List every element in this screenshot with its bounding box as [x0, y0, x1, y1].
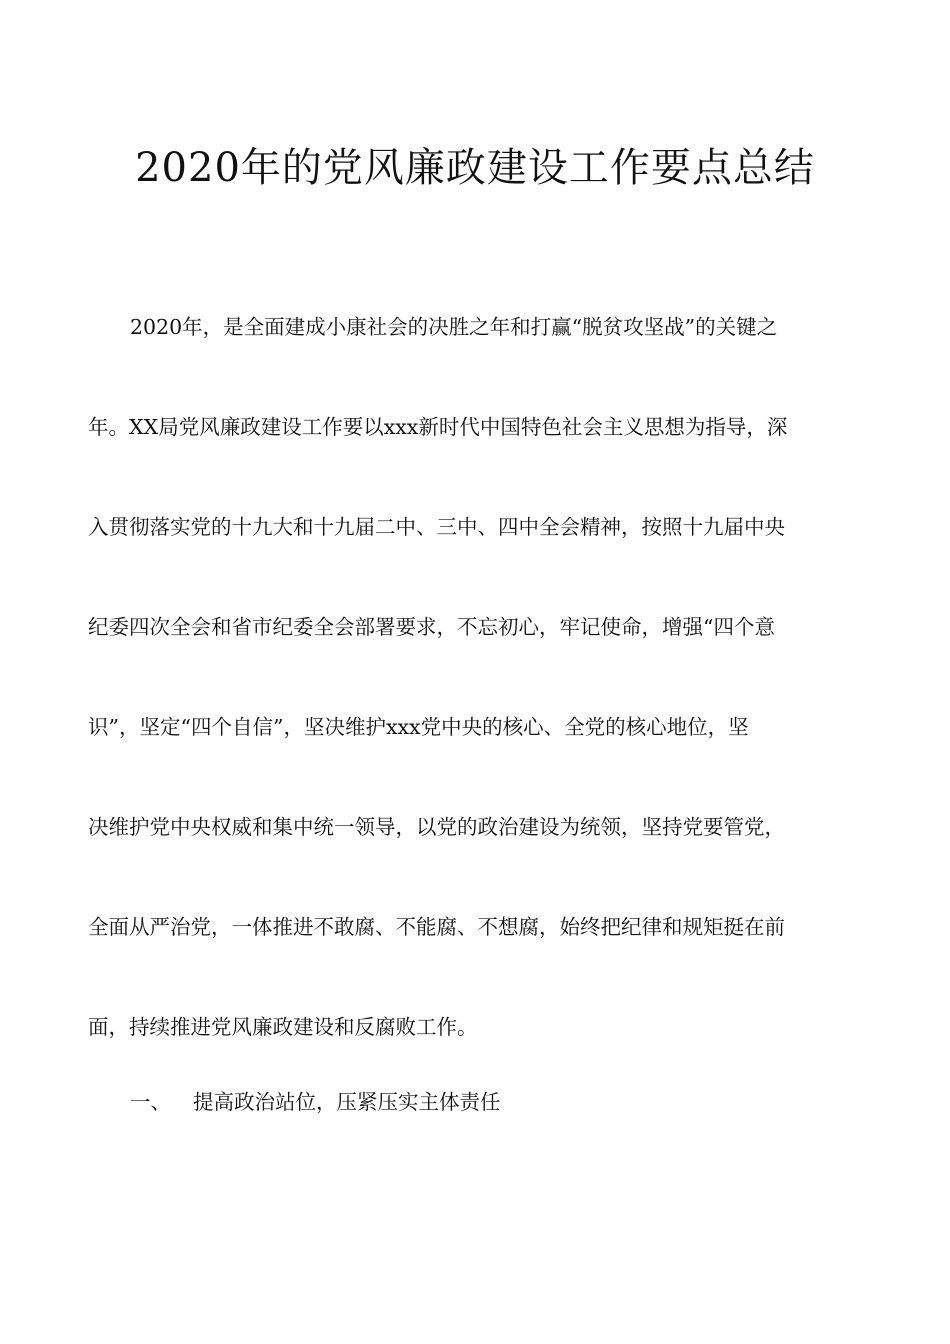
paragraph-line: 年。XX局党风廉政建设工作要以xxx新时代中国特色社会主义思想为指导，深 [88, 415, 788, 439]
paragraph-line: 纪委四次全会和省市纪委全会部署要求，不忘初心，牢记使命，增强“四个意 [88, 615, 775, 639]
document-title: 2020年的党风廉政建设工作要点总结 [135, 145, 815, 191]
section-number: 一、 [130, 1090, 171, 1114]
paragraph-line: 识”，坚定“四个自信”，坚决维护xxx党中央的核心、全党的核心地位，坚 [88, 715, 749, 739]
paragraph-line: 面，持续推进党风廉政建设和反腐败工作。 [88, 1015, 478, 1039]
paragraph-line: 全面从严治党，一体推进不敢腐、不能腐、不想腐，始终把纪律和规矩挺在前 [88, 915, 785, 939]
section-heading-text: 提高政治站位，压紧压实主体责任 [193, 1090, 501, 1114]
paragraph-line: 2020年，是全面建成小康社会的决胜之年和打赢“脱贫攻坚战”的关键之 [130, 315, 778, 339]
section-heading [130, 1087, 501, 1117]
paragraph-line: 入贯彻落实党的十九大和十九届二中、三中、四中全会精神，按照十九届中央 [88, 515, 785, 539]
paragraph-line: 决维护党中央权威和集中统一领导，以党的政治建设为统领，坚持党要管党， [88, 815, 785, 839]
